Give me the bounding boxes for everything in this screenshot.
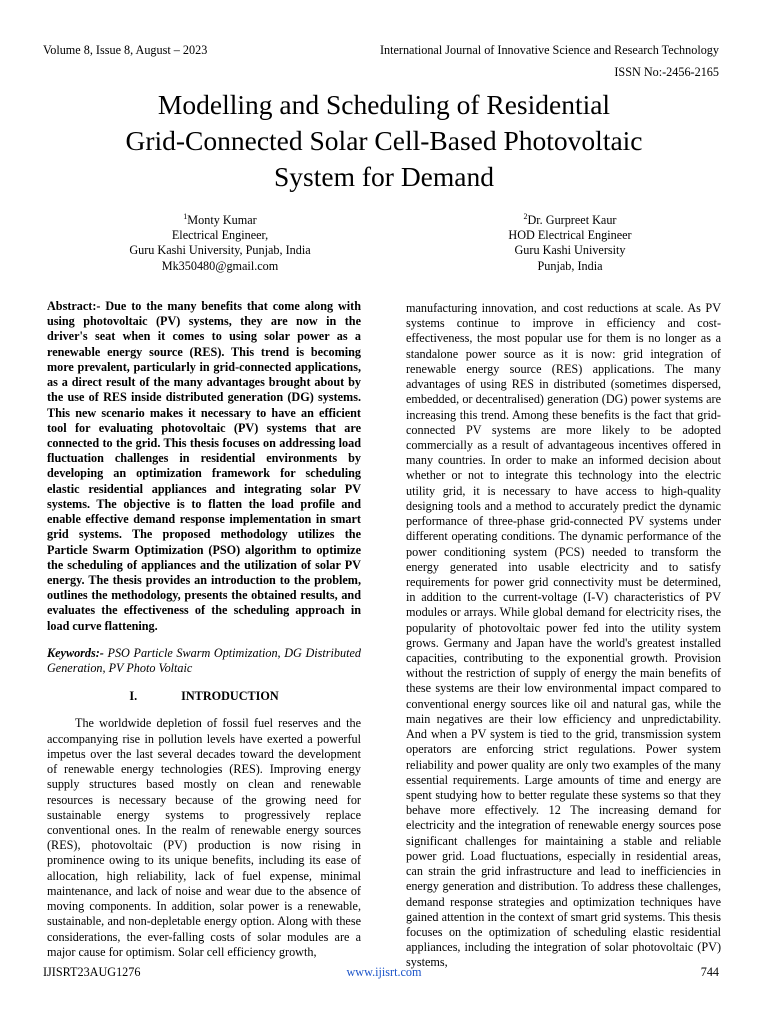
author-2 <box>445 213 695 274</box>
right-column <box>406 301 721 971</box>
author-1-affiliation: Guru Kashi University, Punjab, India <box>129 243 311 258</box>
page-number: 744 <box>700 965 719 979</box>
author-1-name: Monty Kumar <box>187 213 257 227</box>
author-1-index: 1 <box>183 211 188 221</box>
keywords-label: Keywords:- <box>47 645 104 660</box>
author-2-location: Punjab, India <box>537 258 603 273</box>
paper-id: IJISRT23AUG1276 <box>43 965 141 979</box>
keywords <box>47 646 361 676</box>
paper-title <box>40 87 728 195</box>
issn: ISSN No:-2456-2165 <box>614 65 719 79</box>
author-1-email: Mk350480@gmail.com <box>161 258 279 273</box>
journal-url-link[interactable]: www.ijisrt.com <box>346 965 422 979</box>
keywords-text: PSO Particle Swarm Optimization, DG Distributed Generation, PV Photo Voltaic <box>47 645 361 676</box>
intro-paragraph-left: The worldwide depletion of fossil fuel reserves and the accompanying rise in pollution levels have exerted a powerful impetus over the last several decades toward the development of renewable energy technologies (RES). Improving energy supply structures based mostly on clean and renewable resources is necessary because of the growing need for sustainable energy systems to progressively replace conventional ones. In the realm of renewable energy sources (RES), photovoltaic (PV) production is now rising in prominence owing to its unique benefits, including its ease of allocation, high reliability, lack of fuel expense, minimal maintenance, and lack of noise and wear due to the absence of moving components. In addition, solar power is a renewable, sustainable, and non-depletable energy option. Along with these considerations, the ever-falling costs of solar modules are a major cause for optimism. Solar cell efficiency growth, <box>47 716 361 959</box>
abstract: Abstract:- Due to the many benefits that come along with using photovoltaic (PV) systems, they are now in the driver's seat when it comes to using solar power as a renewable energy source (RES). This trend is becoming more prevalent, particularly in grid-connected applications, as a direct result of the many advantages brought about by the use of RES inside distributed generation (DG) systems. This new scenario makes it necessary to have an efficient tool for evaluating photovoltaic (PV) systems that are connected to the grid. This thesis focuses on addressing load fluctuation challenges in residential environments by developing an optimization framework for scheduling elastic residential appliances and integrating solar PV systems. The objective is to flatten the load profile and enable effective demand response implementation in smart grid systems. The proposed methodology utilizes the Particle Swarm Optimization (PSO) algorithm to optimize the scheduling of appliances and the utilization of solar PV energy. The thesis provides an introduction to the problem, outlines the methodology, presents the obtained results, and evaluates the effectiveness of the scheduling approach in load curve flattening. <box>47 299 361 633</box>
author-2-index: 2 <box>523 211 528 221</box>
title-line-1: Modelling and Scheduling of Residential <box>157 89 611 120</box>
section-heading <box>47 689 361 704</box>
left-column <box>47 299 361 960</box>
volume-issue: Volume 8, Issue 8, August – 2023 <box>43 43 208 57</box>
section-title: INTRODUCTION <box>181 689 279 704</box>
title-line-2: Grid-Connected Solar Cell-Based Photovoltaic <box>125 125 643 156</box>
author-2-role: HOD Electrical Engineer <box>508 228 632 243</box>
author-2-name: Dr. Gurpreet Kaur <box>527 213 617 227</box>
author-1-role: Electrical Engineer, <box>171 228 269 243</box>
section-number: I. <box>129 689 138 704</box>
author-2-affiliation: Guru Kashi University <box>514 243 626 258</box>
author-1 <box>95 213 345 274</box>
journal-name: International Journal of Innovative Science and Research Technology <box>379 43 719 57</box>
intro-paragraph-right: manufacturing innovation, and cost reductions at scale. As PV systems continue to improve in efficiency and cost-effectiveness, the most popular use for them is no longer as a standalone power source as it is now: grid integration of renewable energy source (RES) applications. The many advantages of using RES in distributed (sometimes dispersed, embedded, or decentralised) generation (DG) power systems are increasing this trend. Among these benefits is the fact that grid-connected PV systems are more likely to be adopted commercially as a result of advantageous incentives offered in many countries. In order to make an informed decision about whether or not to integrate this technology into the electric utility grid, it is necessary to have access to high-quality designing tools and a method to accurately predict the dynamic performance of three-phase grid-connected PV systems under different operating conditions. The dynamic performance of the power conditioning system (PCS) needed to transform the energy generated into usable electricity and to satisfy requirements for power grid connectivity must be determined, in addition to the current-voltage (I-V) characteristics of PV modules or arrays. While global demand for electricity rises, the popularity of photovoltaic power fed into the utility system grows. Germany and Japan have the world's greatest installed capacities, contributing to the exponential growth. Provision without the restriction of supply of energy the main benefits of these systems are their low environmental impact compared to conventional energy sources like oil and natural gas, while the main negatives are their low efficiency and unpredictability. And when a PV system is tied to the grid, transmission system operators are enforcing strict regulations. Power system reliability and power quality are only two examples of the many essential requirements. Large amounts of time and energy are spent studying how to better regulate these systems so that they behave more effectively. 12 The increasing demand for electricity and the integration of renewable energy sources pose significant challenges for maintaining a stable and reliable power grid. Load fluctuations, especially in residential areas, can strain the grid infrastructure and lead to inefficiencies in energy generation and distribution. To address these challenges, demand response strategies and optimization techniques have gained attention in the context of smart grid systems. This thesis focuses on the optimization of scheduling elastic residential appliances, including the integration of solar photovoltaic (PV) systems, <box>406 301 721 970</box>
title-line-3: System for Demand <box>274 161 494 192</box>
